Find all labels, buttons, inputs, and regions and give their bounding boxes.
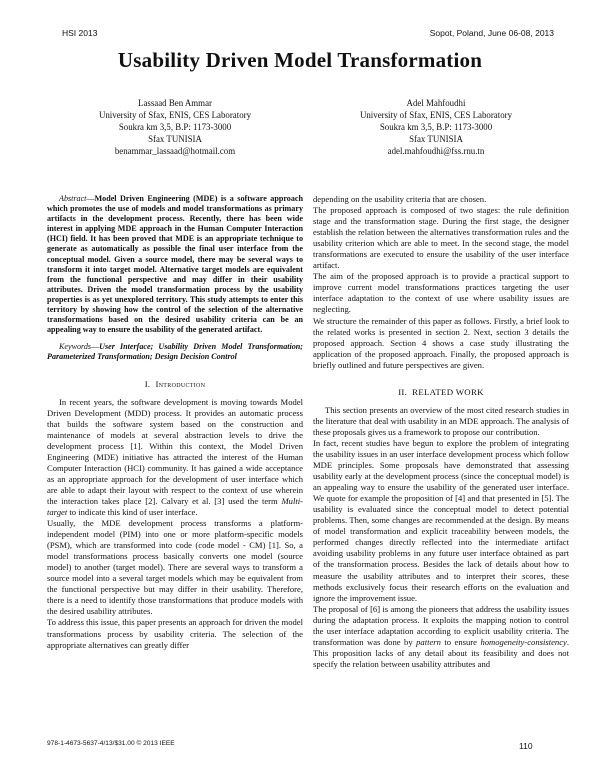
related-paragraph-2: In fact, recent studies have begun to explore the problem of integrating the usability issues in an user interface development process which follow MDE principles. Some proposals have demonstrated that assessing usability early at the development process (since the conceptual model) is an appealing way to ensure the usability of the generated user interface. We quote for example the proposition of [4] and that presented in [5]. The usability is evaluated since the conceptual model to detect potential problems. Then, some changes are recommended at the design. By means of model transformation and explicit traceability between models, the performed changes directly reflected into the intermediate artifact avoiding usability problems in any future user interface obtained as part of the transformation process. Besides the lack of details about how to measure the usability attributes and to interpret their scores, these methods exclusively focus their research efforts on the evaluation and ignore the improvement issue. [313, 437, 569, 603]
intro-paragraph-1: In recent years, the software development is moving towards Model Driven Development (MDD) process. It provides an automatic process that builds the software system based on the construction and maintenance of models at several abstraction levels to drive the development process [1]. Within this context, the Model Driven Engineering (MDE) initiative has attracted the interest of the Human Computer Interaction (HCI) community. It has gained a wide acceptance as an appropriate approach for the development of user interface which are able to adapt their layout with respect to the context of use wherein the interaction takes place [2]. Calvary et al. [3] used the term Multi-target to indicate this kind of user interface. [47, 396, 303, 518]
footer-isbn: 978-1-4673-5637-4/13/$31.00 © 2013 IEEE [47, 740, 175, 747]
keywords: Keywords—User Interface; Usability Driven Model Transformation; Parameterized Transformation; Design Decision Control [47, 342, 303, 362]
intro-paragraph-2: Usually, the MDE development process transforms a platform-independent model (PIM) into one or more platform-specific models (PSM), which are transformed into code (code model - CM) [1]. So, a model transformations process basically converts one model (source model) to another (target model). There are several ways to transform a source model into a several target models which may be equivalent from the functional perspective but may differ in their usability. Therefore, there is a need to identify those transformations that produce models with the desired usability attributes. [47, 518, 303, 617]
author-address: Soukra km 3,5, B.P: 1173-3000 [379, 122, 493, 132]
header-location-date: Sopot, Poland, June 06-08, 2013 [429, 28, 554, 38]
author-email: adel.mahfoudhi@fss.rnu.tn [387, 146, 485, 156]
header-conference: HSI 2013 [62, 28, 98, 38]
abstract-label: Abstract [59, 194, 87, 203]
author-name: Adel Mahfoudhi [406, 98, 466, 108]
author-affiliation: University of Sfax, ENIS, CES Laboratory [98, 110, 252, 120]
intro-paragraph-4: The proposed approach is composed of two stages: the rule definition stage and the transformation stage. During the first stage, the designer establish the relation between the alternatives transformation rules and the usability criterion which are able to meet. In the second stage, the model transformations are executed to ensure the usability of the user interface artifact. [313, 205, 569, 271]
section-heading-introduction [47, 379, 303, 390]
abstract-text: Model Driven Engineering (MDE) is a software approach which promotes the use of models and model transformations as primary artifacts in the development process. Recently, there has been wide interest in applying MDE approach in the Human Computer Interaction (HCI) field. It has been proved that MDE is an appropriate technique to generate as automatically as possible the final user interface from the conceptual model. Given a source model, there may be several ways to transform it into target model. Alternative target models are equivalent from the functional perspective and may differ in their usability attributes. Driven the model transformation process by the usability properties is as yet unexplored territory. This study attempts to enter this territory by showing how the control of the selection of the alternative transformations based on the desired usability criteria can be an appealing way to ensure the usability of the generated artifact. [47, 194, 303, 335]
section-title: RELATED WORK [412, 386, 484, 397]
author-address: Soukra km 3,5, B.P: 1173-3000 [118, 122, 232, 132]
keywords-label: Keywords [59, 342, 92, 352]
author-block-2 [331, 97, 541, 157]
intro-paragraph-3-continued: depending on the usability criteria that are chosen. [313, 194, 487, 204]
emphasis-term: Multi-target [47, 495, 303, 518]
page-number: 110 [519, 741, 533, 751]
section-title: Introduction [155, 378, 206, 389]
emphasis-term: homogeneity-consistency [480, 636, 567, 647]
emphasis-term: pattern [416, 636, 441, 647]
related-paragraph-1: This section presents an overview of the most cited research studies in the literature that deal with usability in an MDE approach. The analysis of these proposals gives us a framework to propose our contribution. [313, 404, 569, 437]
author-city: Sfax TUNISIA [148, 134, 202, 144]
section-number: I. [144, 378, 151, 389]
author-affiliation: University of Sfax, ENIS, CES Laboratory [359, 110, 513, 120]
author-city: Sfax TUNISIA [409, 134, 463, 144]
abstract: Abstract—Model Driven Engineering (MDE) is a software approach which promotes the use of models and model transformations as primary artifacts in the development process. Recently, there has been wide interest in applying MDE approach in the Human Computer Interaction (HCI) field. It has been proved that MDE is an appropriate technique to generate as automatically as possible the final user interface from the conceptual model. Given a source model, there may be several ways to transform it into target model. Alternative target models are equivalent from the functional perspective and may differ in their usability attributes. Driven the model transformation process by the usability properties is as yet unexplored territory. This study attempts to enter this territory by showing how the control of the selection of the alternative transformations based on the desired usability criteria can be an appealing way to ensure the usability of the generated artifact. [47, 194, 303, 335]
keywords-text: User Interface; Usability Driven Model Transformation; Parameterized Transformation; Design Decision Control [47, 342, 303, 362]
intro-paragraph-6: We structure the remainder of this paper as follows. Firstly, a brief look to the related works is presented in section 2. Next, section 3 details the proposed approach. Section 4 shows a case study illustrating the application of the proposed approach. Finally, the proposed approach is briefly outlined and future perspectives are given. [313, 315, 569, 370]
section-heading-related-work [313, 387, 569, 398]
author-email: benammar_lassaad@hotmail.com [114, 146, 236, 156]
paper-title: Usability Driven Model Transformation [117, 48, 483, 72]
section-number: II. [398, 386, 408, 397]
right-column [313, 194, 569, 670]
related-paragraph-3: The proposal of [6] is among the pioneers that address the usability issues during the adaptation process. It exploits the mapping notion to control the user interface adaptation according to explicit usability criteria. The transformation was done by pattern to ensure homogeneity-consistency. This proposition lacks of any detail about its feasibility and does not specify the relation between usability attributes and [313, 603, 569, 669]
intro-paragraph-3: To address this issue, this paper presents an approach for driven the model transformations process by usability criteria. The selection of the appropriate alternatives can greatly differ [47, 617, 303, 650]
author-block-1 [70, 97, 280, 157]
author-name: Lassaad Ben Ammar [138, 98, 212, 108]
intro-paragraph-5: The aim of the proposed approach is to provide a practical support to improve current model transformations practices targeting the user interface adaptation to the context of use where usability issues are neglecting. [313, 271, 569, 315]
left-column [47, 194, 303, 651]
